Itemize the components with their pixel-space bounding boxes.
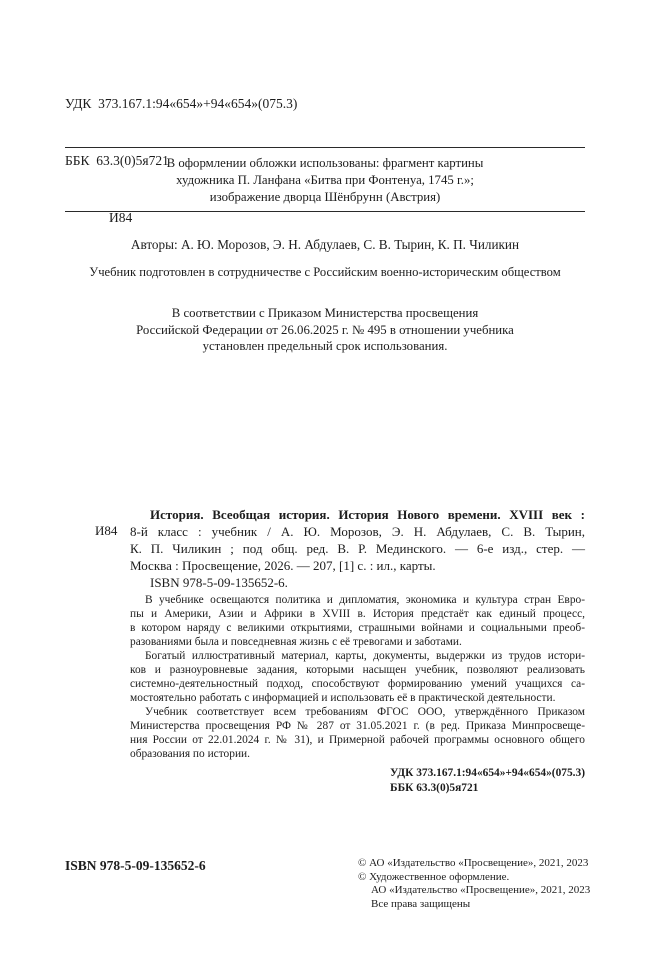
cover-note-line: изображение дворца Шёнбрунн (Австрия) bbox=[209, 190, 441, 204]
copyright-line: © АО «Издательство «Просвещение», 2021, 2023 bbox=[358, 857, 589, 869]
udk-line: УДК 373.167.1:94«654»+94«654»(075.3) bbox=[65, 96, 298, 111]
authors-line: Авторы: А. Ю. Морозов, Э. Н. Абдулаев, С. В. Тырин, К. П. Чиликин bbox=[130, 237, 520, 252]
annotation-line: Учебник соответствует всем требованиям ФГОС ООО, утверждённого Приказом bbox=[145, 706, 585, 718]
cover-note bbox=[65, 155, 585, 206]
order-note-line: Российской Федерации от 26.06.2025 г. № 495 в отношении учебника bbox=[136, 322, 514, 337]
annotation-line: в котором наряду с великими открытиями, страшными войнами и социальными преоб- bbox=[130, 622, 585, 634]
divider-rule-mid bbox=[65, 211, 585, 212]
catalog-description-line: Москва : Просвещение, 2026. — 207, [1] с. : ил., карты. bbox=[130, 558, 436, 573]
annotation-line: разованиями была и повседневная жизнь с её тревогами и заботами. bbox=[130, 636, 462, 648]
bbk-line: ББК 63.3(0)5я721 bbox=[65, 153, 169, 168]
copyright-line: Все права защищены bbox=[371, 897, 471, 910]
bbk-right-line: ББК 63.3(0)5я721 bbox=[390, 782, 479, 794]
partnership-line: Учебник подготовлен в сотрудничестве с Российским военно-историческим обществом bbox=[89, 265, 561, 279]
usage-order-note bbox=[0, 305, 650, 355]
order-note-line: В соответствии с Приказом Министерства просвещения bbox=[171, 306, 479, 320]
catalog-card-text bbox=[130, 506, 585, 796]
annotation-line: системно-деятельностный подход, способствуют формированию умений учащихся са- bbox=[130, 678, 585, 690]
annotation-line: ков и разноуровневые задания, которыми насыщен учебник, позволяют реализовать bbox=[130, 664, 585, 676]
annotation bbox=[130, 593, 585, 761]
catalog-title-line: История. Всеобщая история. История Нового времени. XVIII век : bbox=[150, 507, 585, 522]
annotation-line: В учебнике освещаются политика и дипломатия, экономика и культура стран Евро- bbox=[145, 594, 585, 606]
copyright-line: © Художественное оформление. bbox=[358, 870, 510, 883]
order-note-line: установлен предельный срок использования. bbox=[202, 339, 448, 353]
catalog-isbn-line: ISBN 978-5-09-135652-6. bbox=[150, 575, 288, 590]
catalog-card bbox=[95, 506, 585, 796]
catalog-description-line: К. П. Чиликин ; под общ. ред. В. Р. Мединского. — 6-е изд., стер. — bbox=[130, 541, 585, 556]
footer-isbn: ISBN 978-5-09-135652-6 bbox=[65, 858, 206, 873]
annotation-line: Министерства просвещения РФ № 287 от 31.05.2021 г. (в ред. Приказа Минпросвеще- bbox=[130, 720, 585, 732]
cover-note-line: В оформлении обложки использованы: фрагмент картины bbox=[166, 156, 484, 170]
cover-note-line: художника П. Ланфана «Битва при Фонтенуа, 1745 г.»; bbox=[176, 173, 474, 187]
annotation-line: пы и Америки, Азии и Африки в XVIII в. История предстаёт как единый процесс, bbox=[130, 608, 585, 620]
annotation-line: ния России от 22.01.2024 г. № 31), и Примерной рабочей программы основного общего bbox=[130, 734, 585, 746]
classification-right-block bbox=[130, 766, 585, 796]
classification-code: И84 bbox=[109, 210, 133, 225]
classification-right-inner bbox=[390, 766, 585, 796]
catalog-margin-code: И84 bbox=[95, 523, 118, 538]
annotation-line: Богатый иллюстративный материал, карты, документы, выдержки из трудов истори- bbox=[145, 650, 585, 662]
copyright-block bbox=[358, 857, 590, 911]
catalog-description-line: 8-й класс : учебник / А. Ю. Морозов, Э. Н. Абдулаев, С. В. Тырин, bbox=[130, 524, 585, 539]
annotation-line: образования по истории. bbox=[130, 748, 250, 760]
copyright-line: АО «Издательство «Просвещение», 2021, 2023 bbox=[371, 884, 591, 896]
divider-rule-top bbox=[65, 147, 585, 148]
annotation-line: мостоятельно работать с информацией и использовать её в практической деятельности. bbox=[130, 692, 556, 704]
udk-right-line: УДК 373.167.1:94«654»+94«654»(075.3) bbox=[390, 767, 585, 779]
